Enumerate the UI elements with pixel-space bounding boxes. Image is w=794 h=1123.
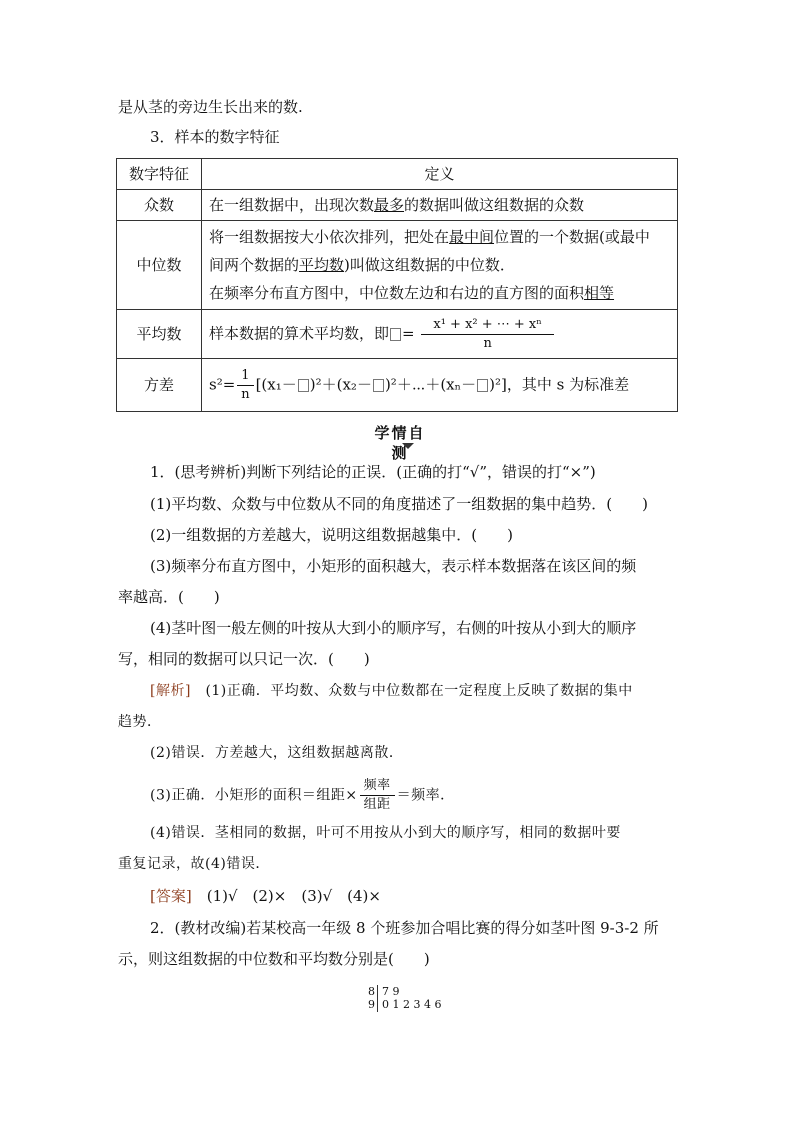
variance-text: )²＋(x₂－ (309, 375, 372, 393)
analysis-line-1 (150, 681, 633, 701)
q1-item: (1)平均数、众数与中位数从不同的角度描述了一组数据的集中趋势．( ) (150, 495, 648, 513)
mean-fraction (421, 316, 554, 353)
header-definition: 定义 (202, 159, 678, 190)
leaf-values: 0 1 2 3 4 6 (382, 998, 442, 1011)
variance-text: [(x₁－ (255, 375, 297, 393)
median-underline: 平均数 (299, 256, 345, 274)
definition-table (116, 158, 678, 412)
freq-fraction (360, 777, 395, 814)
variance-n: n (241, 386, 250, 402)
header-feature: 数字特征 (117, 159, 202, 190)
median-text: 将一组数据按大小依次排列，把处在 (209, 228, 450, 246)
analysis-line-3: (2)错误．方差越大，这组数据越离散． (150, 745, 404, 761)
x-bar-symbol (477, 379, 488, 392)
mode-def-part: 的数据叫做这组数据的众数 (404, 196, 585, 214)
median-text: 间两个数据的 (209, 256, 300, 274)
analysis-tag: [解析] (150, 683, 191, 699)
freq-denominator: 组距 (363, 797, 391, 812)
analysis-line-6: 重复记录，故(4)错误． (118, 856, 270, 872)
mean-numerator: x¹ + x² + ⋯ + xⁿ (421, 316, 554, 335)
mean-denominator: n (483, 335, 492, 351)
q1-item: 写，相同的数据可以只记一次．( ) (118, 650, 370, 668)
mean-text: 样本数据的算术平均数，即 (209, 324, 390, 342)
leaf-values: 7 9 (382, 985, 400, 998)
mode-definition (202, 190, 678, 221)
q1-item: (4)茎叶图一般左侧的叶按从大到小的顺序写，右侧的叶按从小到大的顺序 (150, 619, 637, 637)
variance-s2: s²= (209, 375, 236, 393)
intro-text: 是从茎的旁边生长出来的数. (118, 98, 303, 116)
variance-name: 方差 (117, 359, 202, 412)
table-header-row (117, 159, 678, 190)
stem-value: 9 (368, 998, 375, 1011)
table-row-mode (117, 190, 678, 221)
variance-definition (202, 359, 678, 412)
answer-text: (1)√ (2)× (3)√ (4)× (206, 887, 381, 905)
analysis-text: (3)正确．小矩形的面积＝组距× (150, 787, 358, 804)
mean-definition (202, 310, 678, 359)
median-underline: 最中间 (449, 228, 495, 246)
answer-line (150, 886, 381, 906)
mean-eq: = (402, 324, 415, 342)
variance-fraction (237, 367, 253, 404)
stem-leaf-plot (368, 985, 441, 1011)
table-row-mean (117, 310, 678, 359)
analysis-text: ＝频率． (396, 787, 455, 804)
table-row-median (117, 221, 678, 310)
variance-text: )²＋⋯＋(xₙ－ (384, 375, 477, 393)
analysis-line-5: (4)错误．茎相同的数据，叶可不用按从小到大的顺序写，相同的数据叶要 (150, 825, 621, 841)
q1-item: (3)频率分布直方图中，小矩形的面积越大，表示样本数据落在该区间的频 (150, 557, 637, 575)
stem-row (368, 998, 441, 1011)
mode-name: 众数 (117, 190, 202, 221)
mode-def-underline: 最多 (374, 196, 405, 214)
variance-text: )²]，其中 s 为标准差 (489, 375, 630, 393)
analysis-line-4 (150, 777, 455, 814)
median-text: 位置的一个数据(或最中 (494, 228, 650, 246)
freq-numerator: 频率 (360, 777, 395, 796)
q2-line-1: 2．(教材改编)若某校高一年级 8 个班参加合唱比赛的得分如茎叶图 9-3-2 所 (150, 919, 659, 937)
table-row-variance (117, 359, 678, 412)
x-bar-symbol (390, 328, 401, 341)
median-definition (202, 221, 678, 310)
stem-value: 8 (368, 985, 375, 998)
median-text: )叫做这组数据的中位数． (344, 256, 515, 274)
section-header: 学情自测 (374, 424, 426, 462)
answer-tag: [答案] (150, 887, 192, 905)
section3-title: 3．样本的数字特征 (150, 128, 280, 146)
analysis-text: (1)正确．平均数、众数与中位数都在一定程度上反映了数据的集中 (205, 683, 633, 699)
stem-row (368, 985, 441, 998)
q1-item: (2)一组数据的方差越大，说明这组数据越集中．( ) (150, 526, 513, 544)
x-bar-symbol (373, 379, 384, 392)
x-bar-symbol (298, 379, 309, 392)
triangle-marker-icon (402, 443, 414, 449)
q1-stem: 1．(思考辨析)判断下列结论的正误．(正确的打“√”，错误的打“×”) (150, 463, 596, 481)
variance-one: 1 (237, 367, 253, 386)
q2-line-2: 示，则这组数据的中位数和平均数分别是( ) (118, 950, 430, 968)
median-name: 中位数 (117, 221, 202, 310)
median-text: 在频率分布直方图中，中位数左边和右边的直方图的面积 (209, 284, 585, 302)
q1-item: 率越高．( ) (118, 588, 220, 606)
stem-divider (377, 985, 378, 1012)
analysis-line-2: 趋势． (118, 714, 162, 730)
median-underline: 相等 (584, 284, 615, 302)
mean-name: 平均数 (117, 310, 202, 359)
mode-def-part: 在一组数据中，出现次数 (209, 196, 375, 214)
